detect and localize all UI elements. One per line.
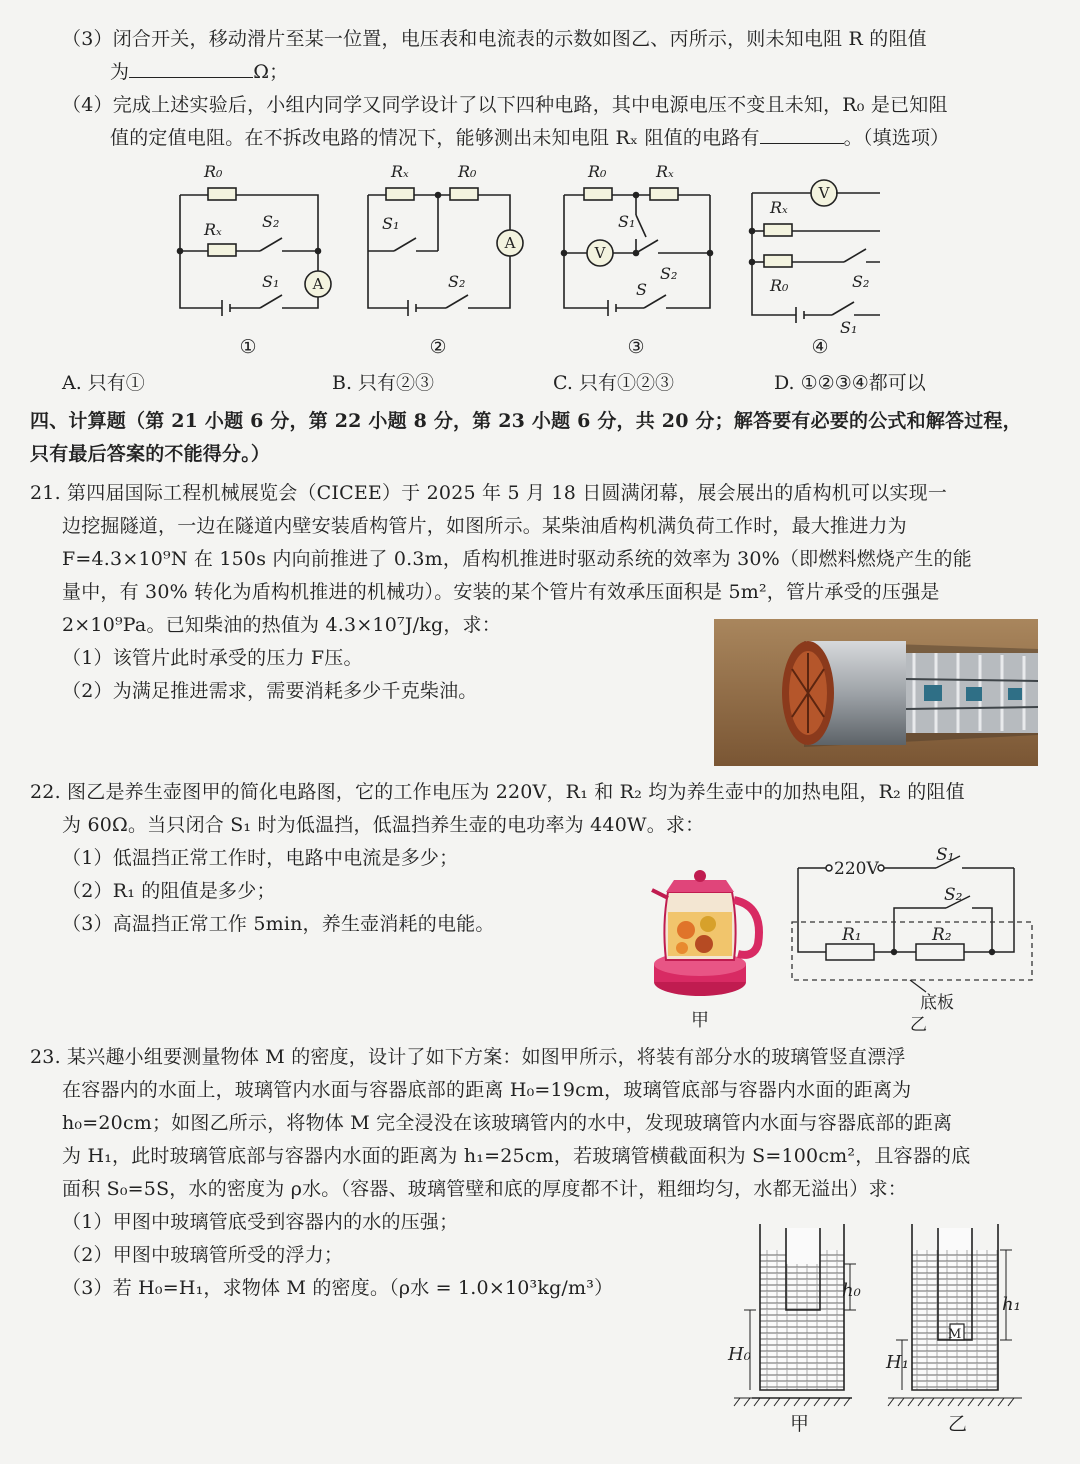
q22-sub2: （2）R₁ 的阻值是多少； (62, 880, 276, 902)
kettle-r1-label: R₁ (842, 925, 862, 945)
q23-line5: 面积 S₀=5S，水的密度为 ρ水。（容器、玻璃管壁和底的厚度都不计，粗细均匀，水都无溢出）求： (62, 1178, 908, 1200)
c3-rx-label: Rₓ (656, 162, 674, 181)
q21-line1: 21. 第四届国际工程机械展览会（CICEE）于 2025 年 5 月 18 日圆满闭幕，展会展出的盾构机可以实现一 (30, 482, 948, 504)
yi-h1-label: h₁ (1002, 1294, 1021, 1315)
circuit-2-label: ② (429, 336, 447, 358)
kettle-r2-label: R₂ (932, 925, 952, 945)
choice-b[interactable]: B. 只有②③ (332, 372, 435, 394)
c3-r0-label: R₀ (588, 162, 607, 181)
container-fig-yi-label: 乙 (948, 1413, 968, 1435)
jia-H0-label: H₀ (728, 1344, 751, 1365)
q23-line3: h₀=20cm；如图乙所示，将物体 M 完全浸没在该玻璃管内的水中，发现玻璃管内水面与容器底部的距离 (62, 1112, 953, 1134)
q20-part3-line2 (110, 59, 288, 85)
c2-s1-label: S₁ (382, 214, 400, 233)
c4-rx-label: Rₓ (770, 198, 788, 217)
circuit-4-label: ④ (811, 336, 829, 358)
section4-heading-line1: 四、计算题（第 21 小题 6 分，第 22 小题 8 分，第 23 小题 6 分，共 20 分；解答要有必要的公式和解答过程， (30, 410, 1022, 432)
kettle-fig-label: 甲 (691, 1010, 709, 1031)
c4-r0-label: R₀ (770, 276, 789, 295)
q20-part3-prefix: 为 (110, 61, 130, 83)
q23-line2: 在容器内的水面上，玻璃管内水面与容器底部的距离 H₀=19cm，玻璃管底部与容器内水面的距离为 (62, 1079, 912, 1101)
jia-h0-label: h₀ (842, 1280, 861, 1301)
container-fig-jia-label: 甲 (790, 1413, 810, 1435)
q20-part4-line1: （4）完成上述实验后，小组内同学又同学设计了以下四种电路，其中电源电压不变且未知，R₀ 是已知阻 (62, 94, 948, 116)
c4-s1-label: S₁ (840, 318, 858, 337)
q20-part3-suffix: Ω； (253, 61, 289, 83)
q23-line4: 为 H₁，此时玻璃管底部与容器内水面的距离为 h₁=25cm，若玻璃管横截面积为 S=100cm²，且容器的底 (62, 1145, 971, 1167)
c1-r0-label: R₀ (204, 162, 223, 181)
choice-d[interactable]: D. ①②③④都可以 (774, 372, 926, 394)
q23-sub2: （2）甲图中玻璃管所受的浮力； (62, 1244, 344, 1266)
c3-s2-label: S₂ (660, 264, 678, 283)
kettle-voltage-label: 220V (834, 859, 879, 879)
answer-blank-resistance[interactable] (129, 59, 253, 78)
q22-line2: 为 60Ω。当只闭合 S₁ 时为低温挡，低温挡养生壶的电功率为 440W。求： (62, 814, 705, 836)
kettle-s1-label: S₁ (936, 845, 955, 865)
c3-voltmeter-label: V (594, 244, 606, 262)
q23-sub3: （3）若 H₀=H₁，求物体 M 的密度。（ρ水 = 1.0×10³kg/m³） (62, 1277, 614, 1299)
choice-a[interactable]: A. 只有① (62, 372, 145, 394)
c2-r0-label: R₀ (458, 162, 477, 181)
circuit-3-label: ③ (627, 336, 645, 358)
container-diagrams (722, 1220, 1040, 1444)
kettle-base-label: 底板 (920, 993, 954, 1013)
c4-s2-label: S₂ (852, 272, 870, 291)
kettle-s2-label: S₂ (944, 885, 963, 905)
q21-sub2: （2）为满足推进需求，需要消耗多少千克柴油。 (62, 680, 478, 702)
q21-line2: 边挖掘隧道，一边在隧道内壁安装盾构管片，如图所示。某柴油盾构机满负荷工作时，最大推进力为 (62, 515, 907, 537)
c2-ammeter-label: A (504, 234, 516, 252)
q21-line4: 量中，有 30% 转化为盾构机推进的机械功）。安装的某个管片有效承压面积是 5m²，管片承受的压强是 (62, 581, 940, 603)
q20-part4-line2 (110, 125, 949, 151)
q23-sub1: （1）甲图中玻璃管底受到容器内的水的压强； (62, 1211, 459, 1233)
c2-s2-label: S₂ (448, 272, 466, 291)
tunnel-boring-machine-image (714, 619, 1038, 766)
c1-rx-label: Rₓ (204, 220, 222, 239)
q21-line3: F=4.3×10⁹N 在 150s 内向前推进了 0.3m，盾构机推进时驱动系统的效率为 30%（即燃料燃烧产生的能 (62, 548, 972, 570)
q20-part4-text: 值的定值电阻。在不拆改电路的情况下，能够测出未知电阻 Rₓ 阻值的电路有 (110, 127, 760, 149)
q22-sub1: （1）低温挡正常工作时，电路中电流是多少； (62, 847, 459, 869)
c1-ammeter-label: A (312, 275, 324, 293)
c3-s1-label: S₁ (618, 212, 636, 231)
section4-heading-line2: 只有最后答案的不能得分。） (30, 443, 271, 465)
kettle-circuit-fig-label: 乙 (910, 1015, 927, 1035)
health-kettle-image (646, 864, 776, 1036)
c1-s2-label: S₂ (262, 212, 280, 231)
circuit-diagrams (160, 155, 880, 365)
q21-sub1: （1）该管片此时承受的压力 F压。 (62, 647, 363, 669)
q21-line5: 2×10⁹Pa。已知柴油的热值为 4.3×10⁷J/kg，求： (62, 614, 501, 636)
c4-voltmeter-label: V (818, 184, 830, 202)
c3-s-label: S (636, 280, 647, 299)
object-M-label: M (948, 1327, 962, 1342)
yi-H1-label: H₁ (886, 1352, 909, 1373)
q23-line1: 23. 某兴趣小组要测量物体 M 的密度，设计了如下方案：如图甲所示，将装有部分水的玻璃管竖直漂浮 (30, 1046, 906, 1068)
q20-part4-suffix: 。（填选项） (843, 127, 950, 149)
q20-part3-line1: （3）闭合开关，移动滑片至某一位置，电压表和电流表的示数如图乙、丙所示，则未知电阻 R 的阻值 (62, 28, 927, 50)
c2-rx-label: Rₓ (391, 162, 409, 181)
choice-c[interactable]: C. 只有①②③ (553, 372, 674, 394)
circuit-1-label: ① (239, 336, 257, 358)
answer-blank-circuits[interactable] (760, 125, 844, 144)
c1-s1-label: S₁ (262, 272, 280, 291)
q22-line1: 22. 图乙是养生壶图甲的简化电路图，它的工作电压为 220V，R₁ 和 R₂ 均为养生壶中的加热电阻，R₂ 的阻值 (30, 781, 965, 803)
kettle-circuit-diagram (786, 840, 1040, 1036)
q22-sub3: （3）高温挡正常工作 5min，养生壶消耗的电能。 (62, 913, 495, 935)
